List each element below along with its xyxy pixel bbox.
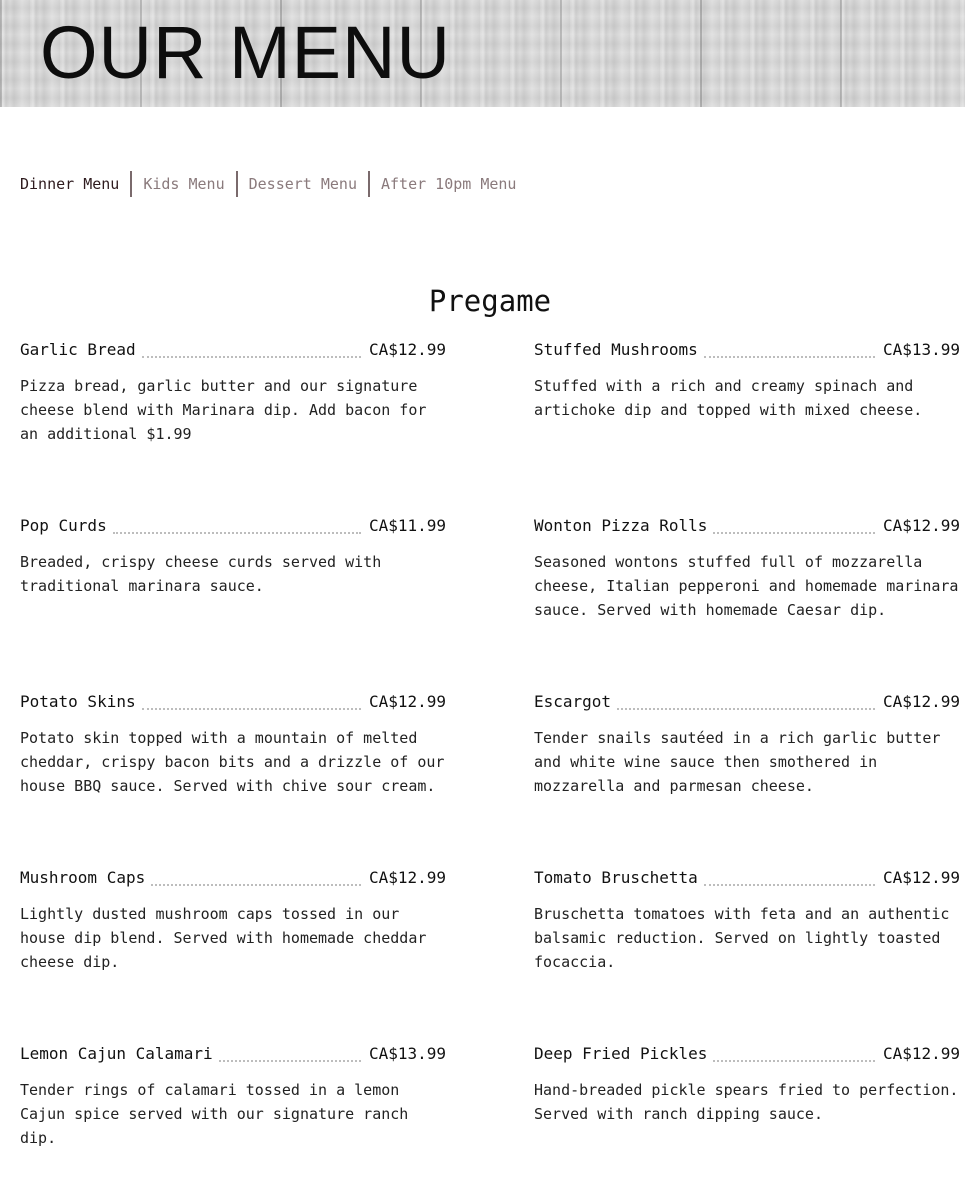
item-name: Stuffed Mushrooms bbox=[534, 340, 698, 359]
item-description: Bruschetta tomatoes with feta and an authentic balsamic reduction. Served on lightly toasted focaccia. bbox=[534, 905, 950, 971]
item-description: Seasoned wontons stuffed full of mozzarella cheese, Italian pepperoni and homemade marinara sauce. Served with homemade Caesar dip. bbox=[534, 553, 959, 619]
menu-item bbox=[534, 1044, 960, 1126]
item-price: CA$12.99 bbox=[882, 868, 960, 887]
tab-dinner-menu[interactable]: Dinner Menu bbox=[20, 175, 120, 193]
section-title: Pregame bbox=[428, 284, 552, 318]
item-name: Deep Fried Pickles bbox=[534, 1044, 708, 1063]
tab-divider bbox=[130, 171, 132, 197]
item-price: CA$13.99 bbox=[368, 1044, 446, 1063]
item-name: Garlic Bread bbox=[20, 340, 136, 359]
item-price: CA$11.99 bbox=[368, 516, 446, 535]
item-description: Stuffed with a rich and creamy spinach and artichoke dip and topped with mixed cheese. bbox=[534, 377, 923, 419]
item-description: Pizza bread, garlic butter and our signature cheese blend with Marinara dip. Add bacon for an additional $1.99 bbox=[20, 377, 427, 443]
menu-item bbox=[20, 868, 446, 974]
dot-leader bbox=[704, 883, 875, 886]
item-name: Potato Skins bbox=[20, 692, 136, 711]
item-description: Lightly dusted mushroom caps tossed in our house dip blend. Served with homemade cheddar cheese dip. bbox=[20, 905, 427, 971]
dot-leader bbox=[713, 531, 875, 534]
menu-item bbox=[20, 516, 446, 598]
menu-item bbox=[534, 868, 960, 974]
item-name: Wonton Pizza Rolls bbox=[534, 516, 708, 535]
menu-item bbox=[20, 340, 446, 446]
item-price: CA$12.99 bbox=[882, 692, 960, 711]
tab-dessert-menu[interactable]: Dessert Menu bbox=[248, 175, 357, 193]
item-name: Escargot bbox=[534, 692, 612, 711]
item-price: CA$12.99 bbox=[368, 868, 446, 887]
item-name: Lemon Cajun Calamari bbox=[20, 1044, 213, 1063]
menu-item bbox=[534, 692, 960, 798]
item-price: CA$12.99 bbox=[882, 516, 960, 535]
dot-leader bbox=[142, 355, 361, 358]
item-description: Tender snails sautéed in a rich garlic butter and white wine sauce then smothered in mozzarella and parmesan cheese. bbox=[534, 729, 941, 795]
menu-tabs bbox=[20, 171, 516, 197]
item-price: CA$12.99 bbox=[882, 1044, 960, 1063]
item-name: Pop Curds bbox=[20, 516, 107, 535]
item-description: Tender rings of calamari tossed in a lemon Cajun spice served with our signature ranch dip. bbox=[20, 1081, 409, 1147]
item-name: Tomato Bruschetta bbox=[534, 868, 698, 887]
dot-leader bbox=[617, 707, 875, 710]
tab-divider bbox=[236, 171, 238, 197]
dot-leader bbox=[151, 883, 361, 886]
item-name: Mushroom Caps bbox=[20, 868, 146, 887]
menu-item bbox=[534, 340, 960, 422]
tab-kids-menu[interactable]: Kids Menu bbox=[143, 175, 225, 193]
item-description: Hand-breaded pickle spears fried to perfection. Served with ranch dipping sauce. bbox=[534, 1081, 959, 1123]
menu-item bbox=[20, 692, 446, 798]
item-description: Breaded, crispy cheese curds served with traditional marinara sauce. bbox=[20, 553, 382, 595]
item-price: CA$12.99 bbox=[368, 692, 446, 711]
dot-leader bbox=[713, 1059, 875, 1062]
item-price: CA$13.99 bbox=[882, 340, 960, 359]
dot-leader bbox=[142, 707, 361, 710]
menu-item bbox=[20, 1044, 446, 1150]
page-title: OUR MENU bbox=[40, 11, 451, 94]
tab-after-10pm-menu[interactable]: After 10pm Menu bbox=[381, 175, 517, 193]
dot-leader bbox=[219, 1059, 361, 1062]
dot-leader bbox=[113, 531, 361, 534]
item-price: CA$12.99 bbox=[368, 340, 446, 359]
menu-item bbox=[534, 516, 960, 622]
dot-leader bbox=[704, 355, 875, 358]
header-banner bbox=[0, 0, 965, 107]
tab-divider bbox=[368, 171, 370, 197]
item-description: Potato skin topped with a mountain of melted cheddar, crispy bacon bits and a drizzle of our house BBQ sauce. Served with chive sour cream. bbox=[20, 729, 445, 795]
